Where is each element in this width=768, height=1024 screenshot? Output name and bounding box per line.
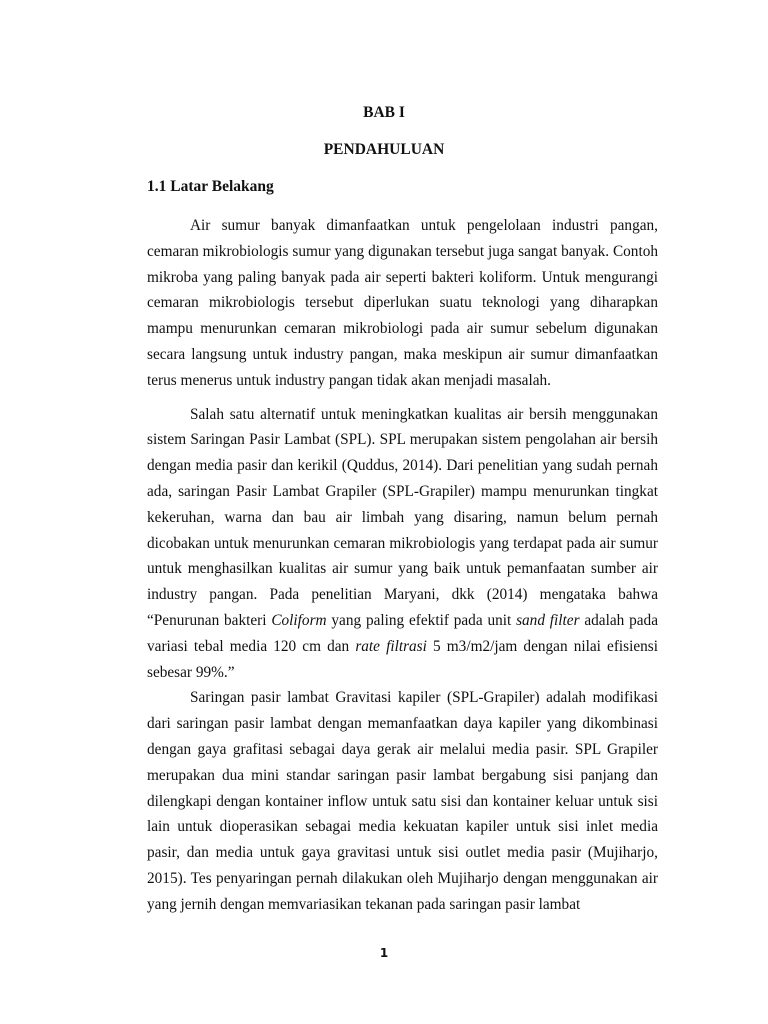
page-number: 1 (379, 946, 389, 960)
chapter-heading: BAB I (363, 104, 405, 121)
paragraph-2-text-c: yang paling efektif pada unit (326, 611, 517, 629)
paragraph-2-text-a: Salah satu alternatif untuk meningkatkan kualitas air bersih menggunakan sistem Saringan Pasir Lambat (SPL). SPL merupakan sistem pengolahan air bersih dengan media pasir dan kerikil (Quddus, 2014). Dari penelitian yang sudah pernah ada, saringan Pasir Lambat Grapiler (SPL-Grapiler) mampu menurunkan tingkat kekeruhan, warna dan bau air limbah yang disaring, namun belum pernah dicobakan untuk menurunkan cemaran mikrobiologis yang terdapat pada air sumur untuk menghasilkan kualitas air sumur yang baik untuk pemanfaatan sumber air industry pangan. Pada penelitian Maryani, dkk (2014) mengataka bahwa “Penurunan bakteri (147, 405, 658, 629)
chapter-title: PENDAHULUAN (323, 141, 445, 158)
paragraph-3: Saringan pasir lambat Gravitasi kapiler (SPL-Grapiler) adalah modifikasi dari saringan pasir lambat dengan memanfaatkan daya kapiler yang dikombinasi dengan gaya grafitasi sebagai daya gerak air melalui media pasir. SPL Grapiler merupakan dua mini standar saringan pasir lambat bergabung sisi panjang dan dilengkapi dengan kontainer inflow untuk satu sisi dan kontainer keluar untuk sisi lain untuk dioperasikan sebagai media kekuatan kapiler untuk sisi inlet media pasir, dan media untuk gaya gravitasi untuk sisi outlet media pasir (Mujiharjo, 2015). Tes penyaringan pernah dilakukan oleh Mujiharjo dengan menggunakan air yang jernih dengan memvariasikan tekanan pada saringan pasir lambat (147, 689, 658, 913)
paragraph-1: Air sumur banyak dimanfaatkan untuk pengelolaan industri pangan, cemaran mikrobiologis sumur yang digunakan tersebut juga sangat banyak. Contoh mikroba yang paling banyak pada air seperti bakteri koliform. Untuk mengurangi cemaran mikrobiologis tersebut diperlukan suatu teknologi yang diharapkan mampu menurunkan cemaran mikrobiologi pada air sumur sebelum digunakan secara langsung untuk industry pangan, maka meskipun air sumur dimanfaatkan terus menerus untuk industry pangan tidak akan menjadi masalah. (147, 217, 658, 389)
section-heading: 1.1 Latar Belakang (147, 178, 274, 195)
body-text (147, 213, 658, 918)
rate-filtrasi-term: rate filtrasi (355, 637, 427, 655)
coliform-term: Coliform (271, 611, 327, 629)
paragraph-2-text-g: 5 m3/m2/jam dengan nilai efisiensi sebesar 99%.” (147, 637, 659, 681)
sand-filter-term: sand filter (516, 611, 580, 629)
paragraph-2 (147, 402, 658, 686)
paragraph-2-text-e: adalah pada variasi tebal media 120 cm dan (147, 611, 658, 655)
